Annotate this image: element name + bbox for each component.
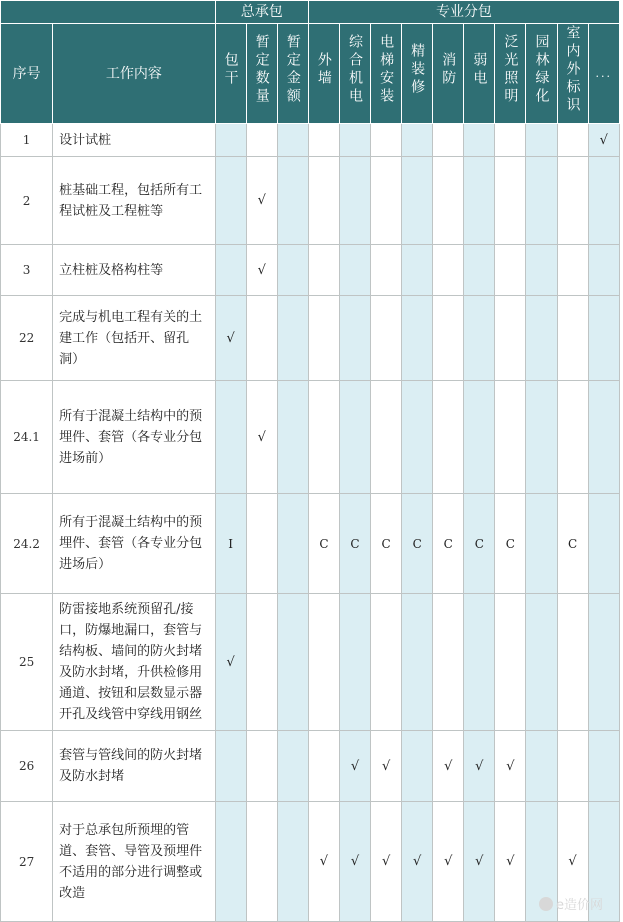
mark-cell (464, 157, 495, 245)
col-header-label: 室内外标识 (564, 25, 581, 115)
mark-cell (215, 157, 246, 245)
table-row (1, 731, 620, 802)
mark-cell (308, 124, 339, 157)
row-work: 设计试桩 (53, 124, 215, 157)
col-header-label: 弱电 (471, 52, 488, 88)
mark-cell (495, 381, 526, 494)
mark-cell (526, 381, 557, 494)
mark-cell (371, 157, 402, 245)
table-row (1, 245, 620, 296)
mark-cell (371, 381, 402, 494)
mark-cell: √ (215, 594, 246, 731)
mark-cell (464, 381, 495, 494)
row-seq: 24.2 (1, 494, 53, 594)
mark-cell (495, 594, 526, 731)
mark-cell: √ (308, 802, 339, 922)
mark-cell (464, 124, 495, 157)
mark-cell (246, 802, 277, 922)
mark-cell (308, 731, 339, 802)
col-header-label: 精装修 (409, 43, 426, 97)
row-work: 对于总承包所预埋的管道、套管、导管及预埋件不适用的部分进行调整或改造 (53, 802, 215, 922)
mark-cell: √ (402, 802, 433, 922)
col-header-4 (339, 24, 370, 124)
row-work: 防雷接地系统预留孔/接口，防爆地漏口，套管与结构板、墙间的防火封堵及防水封堵，升供检修用通道、按钮和层数显示器开孔及线管中穿线用钢丝 (53, 594, 215, 731)
mark-cell (277, 494, 308, 594)
mark-cell (557, 124, 588, 157)
watermark (539, 894, 603, 913)
table-row (1, 157, 620, 245)
col-header-7 (433, 24, 464, 124)
col-header-label: 电梯安装 (378, 34, 395, 106)
watermark-text: e造价网 (556, 898, 603, 913)
group-special-header: 专业分包 (308, 1, 619, 24)
mark-cell: √ (371, 731, 402, 802)
mark-cell (402, 296, 433, 381)
mark-cell: I (215, 494, 246, 594)
table-row (1, 381, 620, 494)
row-seq: 2 (1, 157, 53, 245)
mark-cell (277, 245, 308, 296)
mark-cell (402, 245, 433, 296)
row-work: 立柱桩及格构柱等 (53, 245, 215, 296)
row-seq: 3 (1, 245, 53, 296)
mark-cell (246, 296, 277, 381)
mark-cell (339, 296, 370, 381)
mark-cell (588, 731, 619, 802)
mark-cell (588, 381, 619, 494)
mark-cell (277, 594, 308, 731)
mark-cell (433, 124, 464, 157)
mark-cell: √ (464, 731, 495, 802)
table-row (1, 802, 620, 922)
row-seq: 1 (1, 124, 53, 157)
mark-cell (557, 245, 588, 296)
col-header-1 (246, 24, 277, 124)
mark-cell (557, 296, 588, 381)
row-work: 桩基础工程，包括所有工程试桩及工程桩等 (53, 157, 215, 245)
mark-cell (277, 802, 308, 922)
col-header-11 (557, 24, 588, 124)
mark-cell (588, 594, 619, 731)
col-header-label: 暂定金额 (284, 34, 301, 106)
mark-cell: √ (433, 731, 464, 802)
row-work: 所有于混凝土结构中的预埋件、套管（各专业分包进场后） (53, 494, 215, 594)
mark-cell (464, 296, 495, 381)
col-header-label: 暂定数量 (253, 34, 270, 106)
mark-cell (246, 731, 277, 802)
mark-cell (277, 296, 308, 381)
mark-cell (495, 124, 526, 157)
mark-cell (557, 594, 588, 731)
col-header-label: 包干 (222, 52, 239, 88)
mark-cell: √ (339, 802, 370, 922)
header-blank (1, 1, 216, 24)
mark-cell (557, 157, 588, 245)
mark-cell: C (495, 494, 526, 594)
mark-cell (339, 245, 370, 296)
table-row (1, 494, 620, 594)
mark-cell (371, 245, 402, 296)
col-header-label: 园林绿化 (533, 34, 550, 106)
mark-cell (339, 381, 370, 494)
mark-cell: C (308, 494, 339, 594)
mark-cell (588, 494, 619, 594)
mark-cell (526, 594, 557, 731)
mark-cell (402, 124, 433, 157)
mark-cell (308, 381, 339, 494)
row-seq: 27 (1, 802, 53, 922)
mark-cell (526, 245, 557, 296)
col-header-label: 消防 (440, 52, 457, 88)
col-header-9 (495, 24, 526, 124)
mark-cell (557, 381, 588, 494)
wechat-icon (539, 897, 553, 911)
row-work: 完成与机电工程有关的土建工作（包括开、留孔洞） (53, 296, 215, 381)
mark-cell: √ (557, 802, 588, 922)
mark-cell (557, 731, 588, 802)
mark-cell (308, 157, 339, 245)
mark-cell (433, 594, 464, 731)
mark-cell: C (402, 494, 433, 594)
mark-cell (526, 124, 557, 157)
mark-cell (215, 802, 246, 922)
work-header: 工作内容 (53, 24, 215, 124)
mark-cell: C (433, 494, 464, 594)
mark-cell: √ (339, 731, 370, 802)
row-seq: 25 (1, 594, 53, 731)
mark-cell: √ (495, 731, 526, 802)
mark-cell (588, 245, 619, 296)
group-general-header: 总承包 (215, 1, 308, 24)
mark-cell (464, 245, 495, 296)
col-header-12 (588, 24, 619, 124)
mark-cell (495, 157, 526, 245)
mark-cell (277, 731, 308, 802)
col-header-10 (526, 24, 557, 124)
col-header-label: 综合机电 (347, 34, 363, 106)
col-header-label: ... (595, 67, 613, 80)
mark-cell (215, 245, 246, 296)
mark-cell (339, 594, 370, 731)
col-header-8 (464, 24, 495, 124)
mark-cell (526, 157, 557, 245)
col-header-3 (308, 24, 339, 124)
table-row (1, 594, 620, 731)
mark-cell (495, 296, 526, 381)
mark-cell (402, 157, 433, 245)
mark-cell (588, 157, 619, 245)
mark-cell: C (339, 494, 370, 594)
mark-cell (433, 245, 464, 296)
mark-cell (215, 381, 246, 494)
mark-cell: √ (371, 802, 402, 922)
col-header-2 (277, 24, 308, 124)
mark-cell (402, 594, 433, 731)
mark-cell: √ (588, 124, 619, 157)
table-row (1, 124, 620, 157)
mark-cell (526, 296, 557, 381)
mark-cell (308, 594, 339, 731)
mark-cell (339, 124, 370, 157)
mark-cell: √ (495, 802, 526, 922)
mark-cell: √ (246, 381, 277, 494)
mark-cell (215, 731, 246, 802)
mark-cell (308, 296, 339, 381)
mark-cell (246, 594, 277, 731)
mark-cell (526, 731, 557, 802)
mark-cell (495, 245, 526, 296)
row-seq: 26 (1, 731, 53, 802)
row-work: 所有于混凝土结构中的预埋件、套管（各专业分包进场前） (53, 381, 215, 494)
row-seq: 24.1 (1, 381, 53, 494)
mark-cell: √ (464, 802, 495, 922)
mark-cell: √ (246, 245, 277, 296)
col-header-label: 泛光照明 (502, 34, 519, 106)
mark-cell (433, 157, 464, 245)
mark-cell (588, 296, 619, 381)
row-work: 套管与管线间的防火封堵及防水封堵 (53, 731, 215, 802)
seq-header: 序号 (1, 24, 53, 124)
mark-cell: √ (215, 296, 246, 381)
mark-cell (371, 296, 402, 381)
mark-cell (215, 124, 246, 157)
mark-cell (277, 157, 308, 245)
row-seq: 22 (1, 296, 53, 381)
mark-cell: √ (433, 802, 464, 922)
col-header-label: 外墙 (315, 52, 332, 88)
mark-cell: C (557, 494, 588, 594)
mark-cell (433, 381, 464, 494)
mark-cell (526, 494, 557, 594)
col-header-5 (371, 24, 402, 124)
mark-cell (371, 124, 402, 157)
mark-cell: √ (246, 157, 277, 245)
col-header-6 (402, 24, 433, 124)
mark-cell: C (464, 494, 495, 594)
mark-cell (246, 124, 277, 157)
mark-cell (339, 157, 370, 245)
mark-cell (433, 296, 464, 381)
table-row (1, 296, 620, 381)
mark-cell (402, 731, 433, 802)
mark-cell (277, 381, 308, 494)
mark-cell: C (371, 494, 402, 594)
mark-cell (246, 494, 277, 594)
mark-cell (308, 245, 339, 296)
mark-cell (402, 381, 433, 494)
col-header-0 (215, 24, 246, 124)
mark-cell (277, 124, 308, 157)
mark-cell (464, 594, 495, 731)
mark-cell (371, 594, 402, 731)
